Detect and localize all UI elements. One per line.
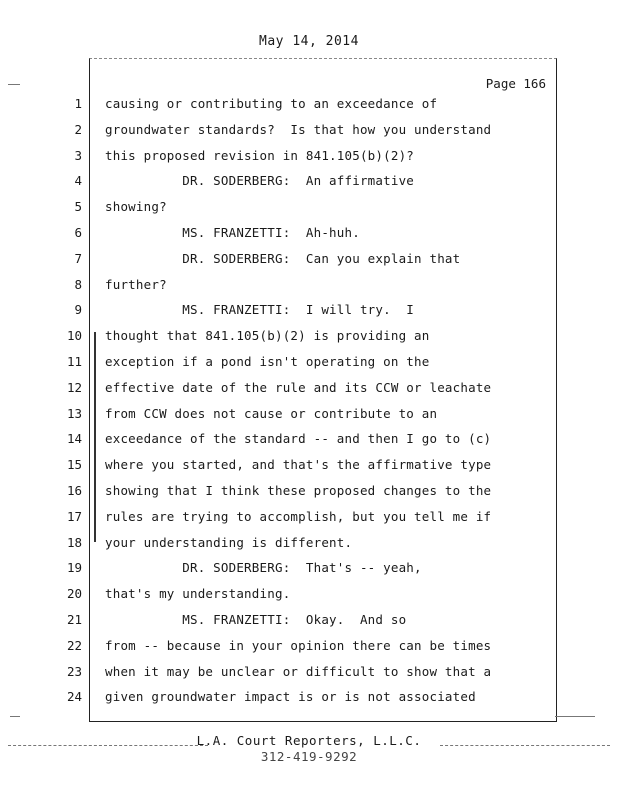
line-number: 21 xyxy=(66,612,82,627)
transcript-line: causing or contributing to an exceedance of xyxy=(105,96,438,111)
line-number: 13 xyxy=(66,406,82,421)
transcript-line: where you started, and that's the affirmative type xyxy=(105,457,492,472)
line-number: 22 xyxy=(66,638,82,653)
line-number: 2 xyxy=(74,122,82,137)
line-number: 12 xyxy=(66,380,82,395)
transcript-line: thought that 841.105(b)(2) is providing an xyxy=(105,328,430,343)
transcript-line: groundwater standards? Is that how you understand xyxy=(105,122,492,137)
transcript-line: from -- because in your opinion there can be times xyxy=(105,638,492,653)
transcript-date: May 14, 2014 xyxy=(259,34,359,49)
footer-company: L.A. Court Reporters, L.L.C. xyxy=(196,733,422,748)
line-number: 11 xyxy=(66,354,82,369)
line-number: 3 xyxy=(74,148,82,163)
transcript-line: given groundwater impact is or is not associated xyxy=(105,689,476,704)
line-number: 16 xyxy=(66,483,82,498)
transcript-line: effective date of the rule and its CCW or leachate xyxy=(105,380,492,395)
transcript-line: MS. FRANZETTI: Okay. And so xyxy=(105,612,407,627)
page-number-label: Page 166 xyxy=(485,76,546,91)
line-number: 7 xyxy=(74,251,82,266)
transcript-line: that's my understanding. xyxy=(105,586,291,601)
transcript-line: exception if a pond isn't operating on the xyxy=(105,354,430,369)
line-number: 8 xyxy=(74,277,82,292)
transcript-line: this proposed revision in 841.105(b)(2)? xyxy=(105,148,415,163)
line-number: 14 xyxy=(66,431,82,446)
line-number: 4 xyxy=(74,173,82,188)
line-number: 1 xyxy=(74,96,82,111)
transcript-line: your understanding is different. xyxy=(105,535,353,550)
transcript-line: showing? xyxy=(105,199,167,214)
transcript-line: DR. SODERBERG: Can you explain that xyxy=(105,251,461,266)
transcript-line: when it may be unclear or difficult to show that a xyxy=(105,664,492,679)
footer-phone: 312-419-9292 xyxy=(260,749,358,764)
transcript-line: rules are trying to accomplish, but you tell me if xyxy=(105,509,492,524)
transcript-line: MS. FRANZETTI: Ah-huh. xyxy=(105,225,360,240)
line-number: 23 xyxy=(66,664,82,679)
scan-speck xyxy=(8,84,20,85)
margin-change-bar xyxy=(94,332,96,542)
line-number: 5 xyxy=(74,199,82,214)
transcript-line: MS. FRANZETTI: I will try. I xyxy=(105,302,415,317)
line-number: 18 xyxy=(66,535,82,550)
transcript-line: showing that I think these proposed changes to the xyxy=(105,483,492,498)
line-number: 15 xyxy=(66,457,82,472)
line-number: 17 xyxy=(66,509,82,524)
transcript-line: exceedance of the standard -- and then I go to (c) xyxy=(105,431,492,446)
line-number: 10 xyxy=(66,328,82,343)
line-number: 6 xyxy=(74,225,82,240)
scan-speck xyxy=(555,716,595,717)
transcript-line: DR. SODERBERG: An affirmative xyxy=(105,173,415,188)
line-number: 19 xyxy=(66,560,82,575)
line-number: 9 xyxy=(74,302,82,317)
line-number: 24 xyxy=(66,689,82,704)
transcript-line: further? xyxy=(105,277,167,292)
scan-speck xyxy=(10,716,20,717)
transcript-line: from CCW does not cause or contribute to an xyxy=(105,406,438,421)
line-number: 20 xyxy=(66,586,82,601)
transcript-line: DR. SODERBERG: That's -- yeah, xyxy=(105,560,422,575)
